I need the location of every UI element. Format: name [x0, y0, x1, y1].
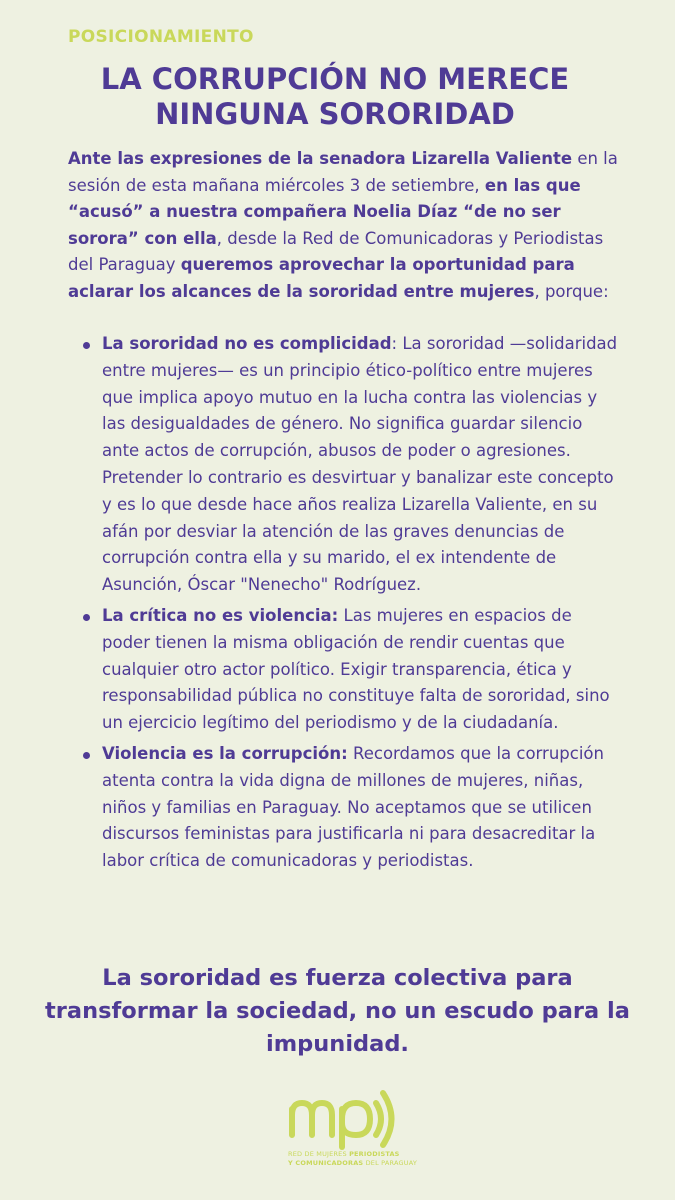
- bullet-heading: La crítica no es violencia:: [102, 605, 339, 625]
- bullet-text: : La sororidad —solidaridad entre mujeres— es un principio ético-político entre mujeres que implica apoyo mutuo en la lucha contra las violencias y las desigualdades de género. No significa guardar silencio ante actos de corrupción, abusos de poder o agresiones. Pretender lo contrario es desvirtuar y banalizar este concepto y es lo que desde hace años realiza Lizarella Valiente, en su afán por desviar la atención de las graves denuncias de corrupción contra ella y su marido, el ex intendente de Asunción, Óscar "Nenecho" Rodríguez.: [102, 334, 618, 595]
- bullet-dot-icon: [83, 752, 90, 759]
- bullet-text: Recordamos que la corrupción atenta contra la vida digna de millones de mujeres, niñas, niños y familias en Paraguay. No aceptamos que se utilicen discursos feministas para justificarla ni para desacreditar la labor crítica de comunicadoras y periodistas.: [102, 743, 604, 871]
- bullet-dot-icon: [83, 342, 90, 349]
- list-item: [102, 741, 620, 875]
- bullet-heading: La sororidad no es complicidad: [102, 334, 392, 353]
- logo-text: DEL PARAGUAY: [363, 1159, 418, 1167]
- intro-text-3: , porque:: [534, 281, 609, 301]
- title-line-1: LA CORRUPCIÓN NO MERECE: [100, 62, 570, 96]
- intro-text-1: en la sesión de esta mañana miércoles 3 de setiembre,: [68, 149, 618, 195]
- bullet-heading: Violencia es la corrupción:: [102, 743, 348, 763]
- list-item: [102, 603, 620, 737]
- intro-text-2: , desde la Red de Comunicadoras y Periodistas del Paraguay: [68, 228, 604, 274]
- intro-paragraph: [68, 146, 618, 305]
- intro-bold-2: en las que “acusó” a nuestra compañera Noelia Díaz “de no ser sorora” con ella: [68, 175, 581, 248]
- bullet-text: Las mujeres en espacios de poder tienen la misma obligación de rendir cuentas que cualquier otro actor político. Exigir transparencia, ética y responsabilidad pública no constituye falta de sororidad, sino un ejercicio legítimo del periodismo y de la ciudadanía.: [102, 605, 610, 733]
- logo-text-bold: PERIODISTAS: [349, 1150, 400, 1158]
- logo-caption: [288, 1150, 488, 1168]
- section-label: POSICIONAMIENTO: [68, 27, 254, 47]
- page-title: [40, 62, 630, 132]
- bullet-list: [102, 331, 620, 879]
- logo-text: RED DE MUJERES: [288, 1150, 350, 1158]
- intro-bold-3: queremos aprovechar la oportunidad para aclarar los alcances de la sororidad entre mujeres: [68, 255, 575, 301]
- logo-text-bold: Y COMUNICADORAS: [288, 1159, 364, 1167]
- list-item: [102, 331, 620, 599]
- logo-caption-line-2: [288, 1159, 488, 1168]
- bullet-dot-icon: [83, 614, 90, 621]
- closing-statement: La sororidad es fuerza colectiva para transformar la sociedad, no un escudo para la impunidad.: [45, 965, 630, 1057]
- logo-caption-line-1: [288, 1150, 488, 1159]
- title-line-2: NINGUNA SORORIDAD: [155, 97, 515, 131]
- intro-bold-1: Ante las expresiones de la senadora Lizarella Valiente: [68, 149, 573, 168]
